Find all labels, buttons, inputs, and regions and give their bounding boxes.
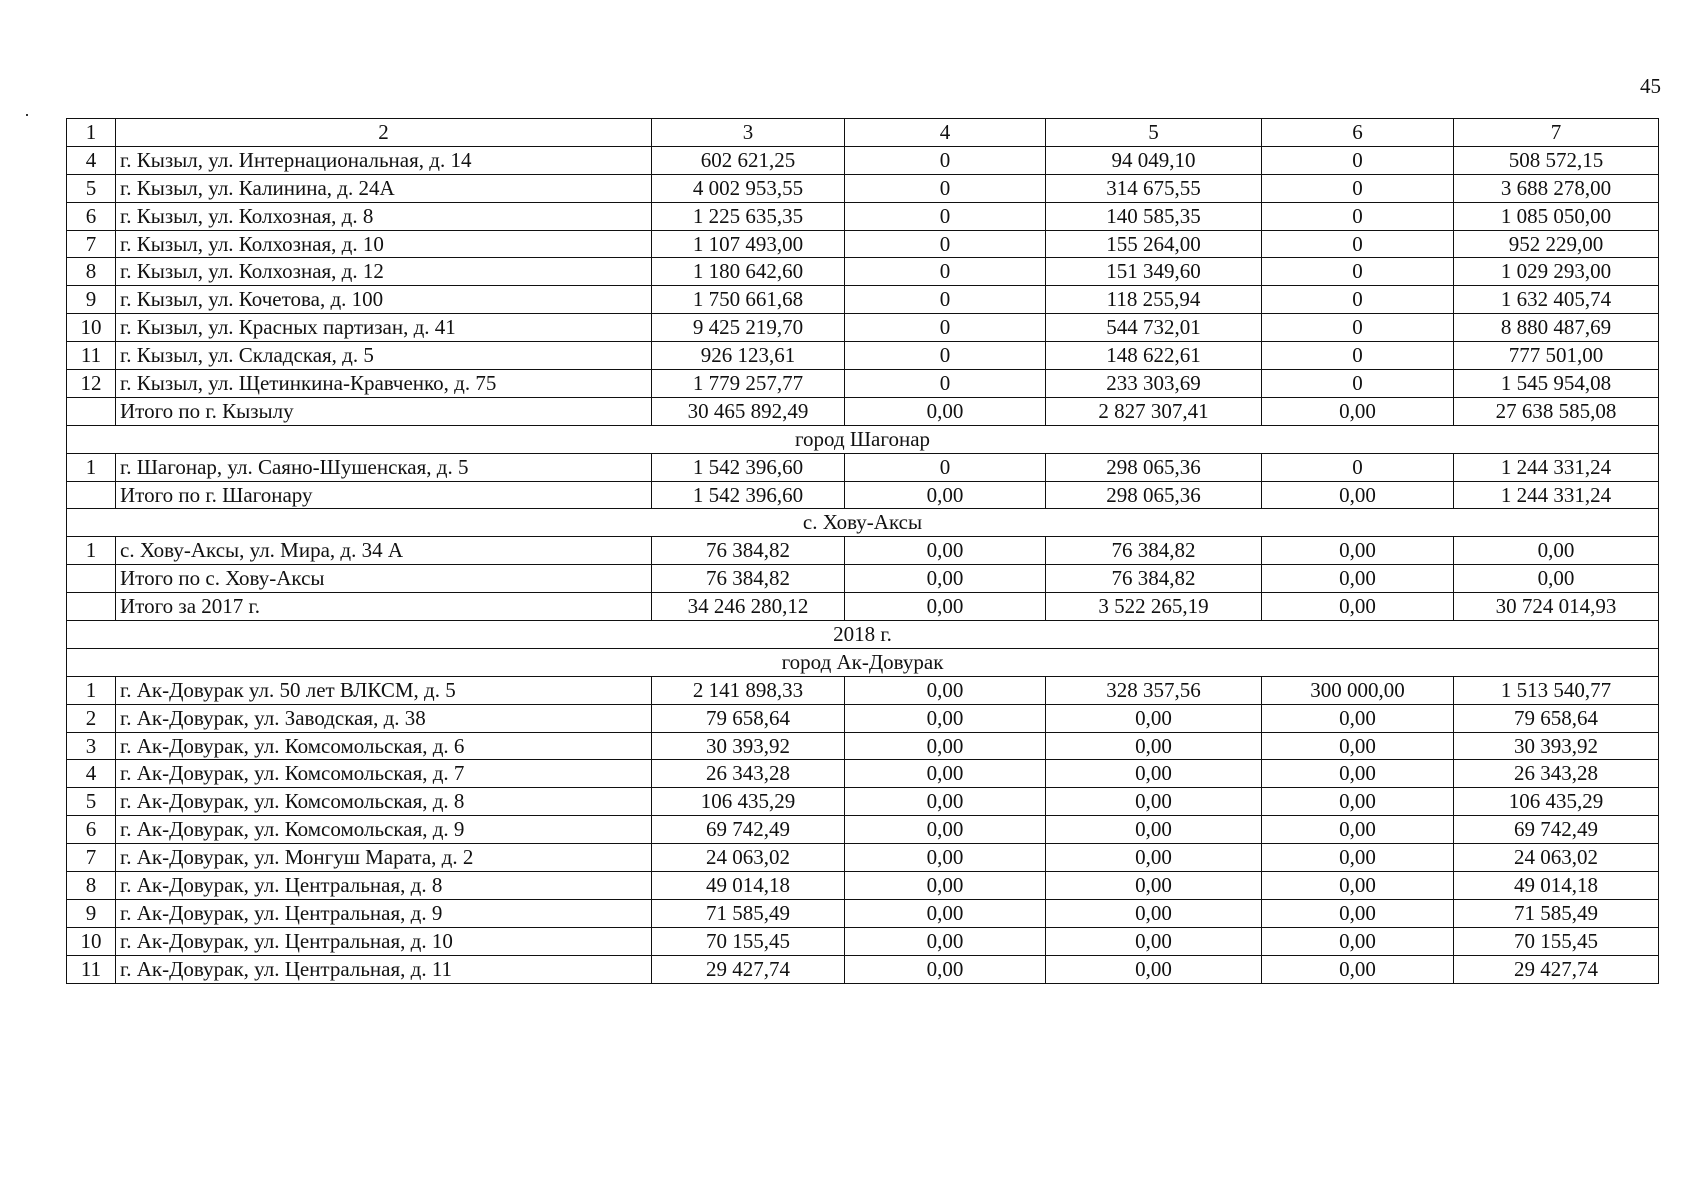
col-3-cell: 30 465 892,49 <box>652 397 845 425</box>
section-header-row <box>67 509 1659 537</box>
col-5-cell: 0,00 <box>1046 732 1262 760</box>
col-5-cell: 76 384,82 <box>1046 537 1262 565</box>
col-3-cell: 34 246 280,12 <box>652 593 845 621</box>
col-4-cell: 0,00 <box>845 565 1046 593</box>
col-3-cell: 1 542 396,60 <box>652 481 845 509</box>
col-6-cell: 0,00 <box>1262 481 1454 509</box>
header-cell-col-2: 2 <box>116 119 652 147</box>
row-number-cell: 7 <box>67 230 116 258</box>
col-5-cell: 0,00 <box>1046 788 1262 816</box>
row-number-cell <box>67 593 116 621</box>
col-7-cell: 1 244 331,24 <box>1454 453 1659 481</box>
address-cell: с. Хову-Аксы, ул. Мира, д. 34 А <box>116 537 652 565</box>
col-7-cell: 0,00 <box>1454 565 1659 593</box>
address-cell: Итого по г. Кызылу <box>116 397 652 425</box>
col-6-cell: 0,00 <box>1262 565 1454 593</box>
header-cell-col-1: 1 <box>67 119 116 147</box>
col-6-cell: 0 <box>1262 202 1454 230</box>
col-4-cell: 0,00 <box>845 397 1046 425</box>
table-row <box>67 760 1659 788</box>
scan-artifact-dot <box>26 114 28 116</box>
col-7-cell: 49 014,18 <box>1454 872 1659 900</box>
row-number-cell: 2 <box>67 704 116 732</box>
col-5-cell: 94 049,10 <box>1046 146 1262 174</box>
col-3-cell: 29 427,74 <box>652 955 845 983</box>
table-row <box>67 286 1659 314</box>
row-number-cell: 11 <box>67 342 116 370</box>
col-3-cell: 26 343,28 <box>652 760 845 788</box>
row-number-cell: 12 <box>67 370 116 398</box>
col-5-cell: 3 522 265,19 <box>1046 593 1262 621</box>
table-row <box>67 844 1659 872</box>
address-cell: г. Кызыл, ул. Калинина, д. 24А <box>116 174 652 202</box>
section-header-row <box>67 425 1659 453</box>
table-row <box>67 927 1659 955</box>
table-row <box>67 174 1659 202</box>
col-7-cell: 30 393,92 <box>1454 732 1659 760</box>
row-number-cell <box>67 565 116 593</box>
col-3-cell: 1 779 257,77 <box>652 370 845 398</box>
col-3-cell: 49 014,18 <box>652 872 845 900</box>
row-number-cell: 10 <box>67 927 116 955</box>
row-number-cell <box>67 481 116 509</box>
row-number-cell: 5 <box>67 788 116 816</box>
col-6-cell: 0,00 <box>1262 816 1454 844</box>
col-3-cell: 2 141 898,33 <box>652 676 845 704</box>
col-5-cell: 118 255,94 <box>1046 286 1262 314</box>
header-row <box>67 119 1659 147</box>
col-4-cell: 0 <box>845 342 1046 370</box>
table-row <box>67 314 1659 342</box>
col-3-cell: 926 123,61 <box>652 342 845 370</box>
col-5-cell: 298 065,36 <box>1046 453 1262 481</box>
col-3-cell: 9 425 219,70 <box>652 314 845 342</box>
address-cell: г. Кызыл, ул. Щетинкина-Кравченко, д. 75 <box>116 370 652 398</box>
page-number: 45 <box>1640 74 1661 98</box>
address-cell: г. Кызыл, ул. Интернациональная, д. 14 <box>116 146 652 174</box>
col-7-cell: 27 638 585,08 <box>1454 397 1659 425</box>
address-cell: г. Шагонар, ул. Саяно-Шушенская, д. 5 <box>116 453 652 481</box>
header-cell-col-7: 7 <box>1454 119 1659 147</box>
row-number-cell: 4 <box>67 760 116 788</box>
address-cell: Итого за 2017 г. <box>116 593 652 621</box>
col-7-cell: 106 435,29 <box>1454 788 1659 816</box>
table-row <box>67 899 1659 927</box>
header-cell-col-5: 5 <box>1046 119 1262 147</box>
table-row <box>67 397 1659 425</box>
address-cell: г. Ак-Довурак ул. 50 лет ВЛКСМ, д. 5 <box>116 676 652 704</box>
col-6-cell: 0,00 <box>1262 704 1454 732</box>
col-6-cell: 0 <box>1262 174 1454 202</box>
address-cell: г. Ак-Довурак, ул. Центральная, д. 8 <box>116 872 652 900</box>
table-row <box>67 704 1659 732</box>
table-row <box>67 146 1659 174</box>
col-4-cell: 0 <box>845 370 1046 398</box>
col-6-cell: 0 <box>1262 370 1454 398</box>
col-3-cell: 70 155,45 <box>652 927 845 955</box>
col-7-cell: 1 632 405,74 <box>1454 286 1659 314</box>
header-cell-col-4: 4 <box>845 119 1046 147</box>
col-6-cell: 0,00 <box>1262 955 1454 983</box>
section-title: 2018 г. <box>67 621 1659 649</box>
address-cell: г. Ак-Довурак, ул. Заводская, д. 38 <box>116 704 652 732</box>
col-4-cell: 0,00 <box>845 593 1046 621</box>
col-7-cell: 1 513 540,77 <box>1454 676 1659 704</box>
col-7-cell: 30 724 014,93 <box>1454 593 1659 621</box>
col-4-cell: 0,00 <box>845 844 1046 872</box>
section-header-row <box>67 648 1659 676</box>
col-3-cell: 30 393,92 <box>652 732 845 760</box>
col-3-cell: 106 435,29 <box>652 788 845 816</box>
address-cell: г. Ак-Довурак, ул. Комсомольская, д. 6 <box>116 732 652 760</box>
col-4-cell: 0,00 <box>845 732 1046 760</box>
col-6-cell: 0,00 <box>1262 788 1454 816</box>
section-title: город Шагонар <box>67 425 1659 453</box>
col-4-cell: 0 <box>845 174 1046 202</box>
col-3-cell: 71 585,49 <box>652 899 845 927</box>
col-6-cell: 0 <box>1262 453 1454 481</box>
row-number-cell: 8 <box>67 258 116 286</box>
col-5-cell: 0,00 <box>1046 872 1262 900</box>
row-number-cell: 10 <box>67 314 116 342</box>
col-5-cell: 0,00 <box>1046 955 1262 983</box>
col-7-cell: 508 572,15 <box>1454 146 1659 174</box>
row-number-cell: 3 <box>67 732 116 760</box>
col-7-cell: 1 244 331,24 <box>1454 481 1659 509</box>
address-cell: г. Ак-Довурак, ул. Комсомольская, д. 7 <box>116 760 652 788</box>
col-6-cell: 0,00 <box>1262 732 1454 760</box>
col-5-cell: 0,00 <box>1046 899 1262 927</box>
col-3-cell: 4 002 953,55 <box>652 174 845 202</box>
col-4-cell: 0,00 <box>845 899 1046 927</box>
address-cell: г. Кызыл, ул. Кочетова, д. 100 <box>116 286 652 314</box>
address-cell: г. Ак-Довурак, ул. Комсомольская, д. 8 <box>116 788 652 816</box>
col-5-cell: 148 622,61 <box>1046 342 1262 370</box>
header-cell-col-3: 3 <box>652 119 845 147</box>
col-5-cell: 328 357,56 <box>1046 676 1262 704</box>
col-7-cell: 29 427,74 <box>1454 955 1659 983</box>
col-7-cell: 79 658,64 <box>1454 704 1659 732</box>
table-row <box>67 230 1659 258</box>
table-row <box>67 202 1659 230</box>
col-4-cell: 0,00 <box>845 537 1046 565</box>
address-cell: г. Ак-Довурак, ул. Монгуш Марата, д. 2 <box>116 844 652 872</box>
col-6-cell: 0 <box>1262 342 1454 370</box>
col-5-cell: 140 585,35 <box>1046 202 1262 230</box>
col-5-cell: 0,00 <box>1046 760 1262 788</box>
section-title: с. Хову-Аксы <box>67 509 1659 537</box>
row-number-cell: 11 <box>67 955 116 983</box>
col-4-cell: 0,00 <box>845 955 1046 983</box>
col-3-cell: 69 742,49 <box>652 816 845 844</box>
col-7-cell: 24 063,02 <box>1454 844 1659 872</box>
table-row <box>67 788 1659 816</box>
col-7-cell: 70 155,45 <box>1454 927 1659 955</box>
section-title: город Ак-Довурак <box>67 648 1659 676</box>
col-6-cell: 0,00 <box>1262 537 1454 565</box>
table-row <box>67 370 1659 398</box>
col-5-cell: 76 384,82 <box>1046 565 1262 593</box>
col-4-cell: 0,00 <box>845 872 1046 900</box>
section-header-row <box>67 621 1659 649</box>
col-5-cell: 155 264,00 <box>1046 230 1262 258</box>
row-number-cell: 1 <box>67 537 116 565</box>
col-5-cell: 0,00 <box>1046 844 1262 872</box>
col-4-cell: 0 <box>845 146 1046 174</box>
col-6-cell: 0 <box>1262 230 1454 258</box>
col-7-cell: 1 545 954,08 <box>1454 370 1659 398</box>
col-6-cell: 0,00 <box>1262 593 1454 621</box>
col-7-cell: 1 029 293,00 <box>1454 258 1659 286</box>
col-6-cell: 0 <box>1262 286 1454 314</box>
col-3-cell: 1 750 661,68 <box>652 286 845 314</box>
report-table <box>66 118 1659 984</box>
col-7-cell: 26 343,28 <box>1454 760 1659 788</box>
col-4-cell: 0,00 <box>845 788 1046 816</box>
table-row <box>67 537 1659 565</box>
header-cell-col-6: 6 <box>1262 119 1454 147</box>
row-number-cell: 1 <box>67 676 116 704</box>
address-cell: г. Кызыл, ул. Красных партизан, д. 41 <box>116 314 652 342</box>
row-number-cell: 6 <box>67 202 116 230</box>
col-3-cell: 1 225 635,35 <box>652 202 845 230</box>
col-3-cell: 1 180 642,60 <box>652 258 845 286</box>
row-number-cell: 9 <box>67 899 116 927</box>
table-row <box>67 453 1659 481</box>
table-row <box>67 872 1659 900</box>
table-row <box>67 481 1659 509</box>
address-cell: г. Кызыл, ул. Складская, д. 5 <box>116 342 652 370</box>
col-5-cell: 2 827 307,41 <box>1046 397 1262 425</box>
col-6-cell: 0 <box>1262 258 1454 286</box>
col-5-cell: 0,00 <box>1046 927 1262 955</box>
row-number-cell: 7 <box>67 844 116 872</box>
address-cell: г. Кызыл, ул. Колхозная, д. 8 <box>116 202 652 230</box>
col-5-cell: 314 675,55 <box>1046 174 1262 202</box>
table-body <box>67 119 1659 984</box>
col-7-cell: 71 585,49 <box>1454 899 1659 927</box>
col-4-cell: 0 <box>845 230 1046 258</box>
col-4-cell: 0 <box>845 202 1046 230</box>
col-4-cell: 0 <box>845 453 1046 481</box>
col-6-cell: 0,00 <box>1262 927 1454 955</box>
row-number-cell <box>67 397 116 425</box>
table-row <box>67 732 1659 760</box>
col-3-cell: 76 384,82 <box>652 565 845 593</box>
col-5-cell: 298 065,36 <box>1046 481 1262 509</box>
address-cell: г. Кызыл, ул. Колхозная, д. 12 <box>116 258 652 286</box>
col-7-cell: 0,00 <box>1454 537 1659 565</box>
col-6-cell: 0 <box>1262 314 1454 342</box>
col-5-cell: 544 732,01 <box>1046 314 1262 342</box>
address-cell: г. Ак-Довурак, ул. Комсомольская, д. 9 <box>116 816 652 844</box>
col-4-cell: 0 <box>845 258 1046 286</box>
table-row <box>67 816 1659 844</box>
address-cell: г. Ак-Довурак, ул. Центральная, д. 9 <box>116 899 652 927</box>
col-7-cell: 3 688 278,00 <box>1454 174 1659 202</box>
table-row <box>67 593 1659 621</box>
address-cell: г. Ак-Довурак, ул. Центральная, д. 11 <box>116 955 652 983</box>
col-3-cell: 24 063,02 <box>652 844 845 872</box>
col-3-cell: 79 658,64 <box>652 704 845 732</box>
table-row <box>67 676 1659 704</box>
col-6-cell: 0,00 <box>1262 844 1454 872</box>
col-4-cell: 0 <box>845 314 1046 342</box>
col-5-cell: 0,00 <box>1046 816 1262 844</box>
col-4-cell: 0,00 <box>845 816 1046 844</box>
col-3-cell: 1 107 493,00 <box>652 230 845 258</box>
col-3-cell: 602 621,25 <box>652 146 845 174</box>
address-cell: Итого по с. Хову-Аксы <box>116 565 652 593</box>
row-number-cell: 9 <box>67 286 116 314</box>
col-5-cell: 151 349,60 <box>1046 258 1262 286</box>
table-row <box>67 955 1659 983</box>
col-6-cell: 0,00 <box>1262 899 1454 927</box>
col-4-cell: 0 <box>845 286 1046 314</box>
col-6-cell: 0,00 <box>1262 397 1454 425</box>
col-5-cell: 233 303,69 <box>1046 370 1262 398</box>
col-7-cell: 952 229,00 <box>1454 230 1659 258</box>
address-cell: Итого по г. Шагонару <box>116 481 652 509</box>
col-4-cell: 0,00 <box>845 704 1046 732</box>
col-3-cell: 1 542 396,60 <box>652 453 845 481</box>
col-7-cell: 1 085 050,00 <box>1454 202 1659 230</box>
table-row <box>67 565 1659 593</box>
row-number-cell: 4 <box>67 146 116 174</box>
col-4-cell: 0,00 <box>845 481 1046 509</box>
col-4-cell: 0,00 <box>845 760 1046 788</box>
col-7-cell: 777 501,00 <box>1454 342 1659 370</box>
col-6-cell: 300 000,00 <box>1262 676 1454 704</box>
table-row <box>67 342 1659 370</box>
table-row <box>67 258 1659 286</box>
col-6-cell: 0 <box>1262 146 1454 174</box>
address-cell: г. Кызыл, ул. Колхозная, д. 10 <box>116 230 652 258</box>
row-number-cell: 1 <box>67 453 116 481</box>
col-3-cell: 76 384,82 <box>652 537 845 565</box>
col-6-cell: 0,00 <box>1262 872 1454 900</box>
col-6-cell: 0,00 <box>1262 760 1454 788</box>
address-cell: г. Ак-Довурак, ул. Центральная, д. 10 <box>116 927 652 955</box>
row-number-cell: 8 <box>67 872 116 900</box>
col-4-cell: 0,00 <box>845 676 1046 704</box>
col-5-cell: 0,00 <box>1046 704 1262 732</box>
row-number-cell: 6 <box>67 816 116 844</box>
row-number-cell: 5 <box>67 174 116 202</box>
col-7-cell: 69 742,49 <box>1454 816 1659 844</box>
col-7-cell: 8 880 487,69 <box>1454 314 1659 342</box>
col-4-cell: 0,00 <box>845 927 1046 955</box>
